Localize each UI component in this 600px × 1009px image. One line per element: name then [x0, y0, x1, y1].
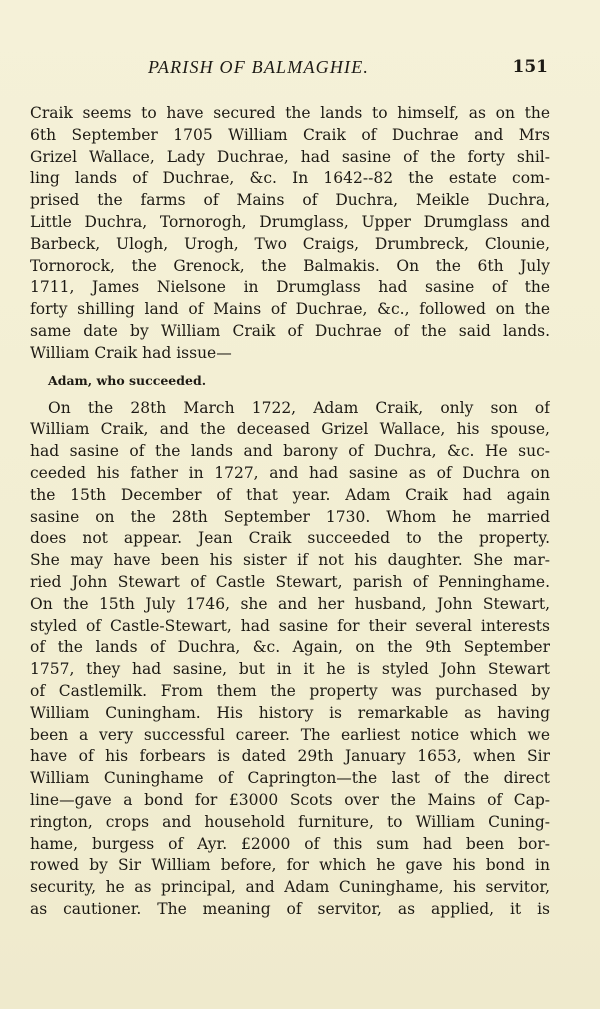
paragraph: [30, 398, 550, 921]
text-line: hame, burgess of Ayr. £2000 of this sum had been bor-: [30, 834, 550, 853]
text-line: as cautioner. The meaning of servitor, as applied, it is: [30, 899, 550, 918]
text-line: William Craik, and the deceased Grizel Wallace, his spouse,: [30, 420, 550, 439]
text-line: the 15th December of that year. Adam Craik had again: [30, 485, 550, 504]
text-line: Grizel Wallace, Lady Duchrae, had sasine of the forty shil-: [30, 147, 550, 166]
body-text: [30, 103, 550, 921]
text-line: On the 15th July 1746, she and her husband, John Stewart,: [30, 594, 550, 613]
page-number: 151: [512, 57, 548, 77]
text-line: line—gave a bond for £3000 Scots over the Mains of Cap-: [30, 790, 550, 809]
text-line: rington, crops and household furniture, to William Cuning-: [30, 812, 550, 831]
text-line: rowed by Sir William before, for which he gave his bond in: [30, 856, 550, 875]
text-line: forty shilling land of Mains of Duchrae, &c., followed on the: [30, 300, 550, 319]
text-line: prised the farms of Mains of Duchra, Meikle Duchra,: [30, 191, 550, 210]
text-line: ling lands of Duchrae, &c. In 1642--82 the estate com-: [30, 169, 550, 188]
text-line: does not appear. Jean Craik succeeded to the property.: [30, 529, 550, 548]
text-line: William Cuninghame of Caprington—the last of the direct: [30, 769, 550, 788]
text-line: ried John Stewart of Castle Stewart, parish of Penninghame.: [30, 572, 550, 591]
running-head: [30, 57, 550, 79]
text-line: 6th September 1705 William Craik of Duchrae and Mrs: [30, 125, 550, 144]
text-line: been a very successful career. The earliest notice which we: [30, 725, 550, 744]
paragraph-continued: [30, 103, 550, 365]
text-line: security, he as principal, and Adam Cuninghame, his servitor,: [30, 878, 550, 897]
text-line: of the lands of Duchra, &c. Again, on the 9th September: [30, 638, 550, 657]
text-line: William Cuningham. His history is remarkable as having: [30, 703, 550, 722]
text-line: same date by William Craik of Duchrae of the said lands.: [30, 321, 550, 340]
text-line: had sasine of the lands and barony of Duchra, &c. He suc-: [30, 442, 550, 461]
text-line: Craik seems to have secured the lands to himself, as on the: [30, 104, 550, 122]
text-line: William Craik had issue—: [30, 343, 232, 362]
text-line: 1757, they had sasine, but in it he is styled John Stewart: [30, 660, 550, 679]
text-line: Little Duchra, Tornorogh, Drumglass, Upper Drumglass and: [30, 212, 550, 231]
genealogy-entry: Adam, who succeeded.: [48, 372, 207, 388]
text-line: ceeded his father in 1727, and had sasine as of Duchra on: [30, 463, 550, 482]
text-line: She may have been his sister if not his daughter. She mar-: [30, 551, 550, 570]
text-line: have of his forbears is dated 29th January 1653, when Sir: [30, 747, 550, 766]
text-line: On the 28th March 1722, Adam Craik, only son of: [48, 398, 550, 417]
text-line: of Castlemilk. From them the property was purchased by: [30, 681, 550, 700]
text-line: 1711, James Nielsone in Drumglass had sasine of the: [30, 278, 550, 297]
text-line: Tornorock, the Grenock, the Balmakis. On the 6th July: [30, 256, 550, 275]
text-line: Barbeck, Ulogh, Urogh, Two Craigs, Drumbreck, Clounie,: [30, 234, 550, 253]
text-line: styled of Castle-Stewart, had sasine for their several interests: [30, 616, 550, 635]
running-title: PARISH OF BALMAGHIE.: [148, 57, 370, 77]
text-line: sasine on the 28th September 1730. Whom he married: [30, 507, 550, 526]
